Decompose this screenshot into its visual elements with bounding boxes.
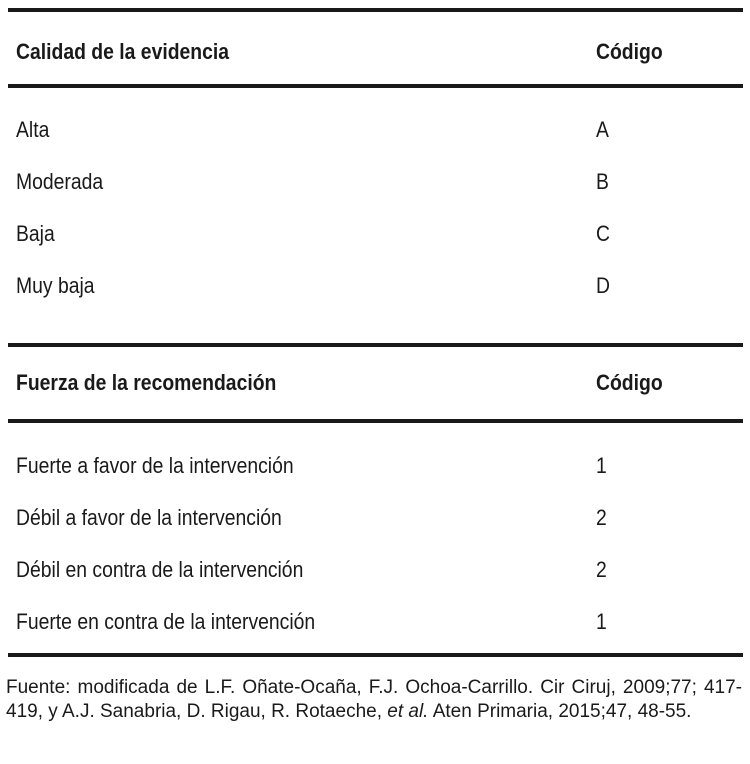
quality-row-code: D	[596, 273, 610, 298]
source-footnote	[6, 676, 742, 724]
quality-header-label: Calidad de la evidencia	[16, 39, 230, 64]
quality-row-code: A	[596, 117, 609, 142]
quality-row-label: Moderada	[16, 169, 104, 194]
recommendation-row-code: 1	[596, 453, 607, 478]
recommendation-row-label: Fuerte a favor de la intervención	[16, 453, 294, 478]
recommendation-row-code: 1	[596, 609, 607, 634]
table-bottom-rule	[8, 653, 743, 657]
quality-row-label: Muy baja	[16, 273, 95, 298]
quality-row-code: B	[596, 169, 609, 194]
footnote-text-start: Fuente: modificada de L.F. Oñate-Ocaña, F.J. Ochoa-Carrillo. Cir Ciruj, 2009;77; 417-419, y A.J. Sanabria, D. Rigau, R. Rotaeche,	[6, 677, 742, 722]
recommendation-header-code: Código	[596, 370, 663, 395]
quality-header-code: Código	[596, 39, 663, 64]
recommendation-row-code: 2	[596, 557, 607, 582]
quality-row-label: Alta	[16, 117, 50, 142]
quality-row-label: Baja	[16, 221, 55, 246]
recommendation-row-label: Fuerte en contra de la intervención	[16, 609, 316, 634]
quality-row-code: C	[596, 221, 610, 246]
recommendation-row-label: Débil en contra de la intervención	[16, 557, 304, 582]
recommendation-header-rule	[8, 419, 743, 423]
recommendation-header-label: Fuerza de la recomendación	[16, 370, 277, 395]
quality-header-rule	[8, 84, 743, 88]
recommendation-top-rule	[8, 343, 743, 347]
footnote-italic: et al.	[387, 701, 429, 722]
table-top-rule	[8, 8, 743, 12]
recommendation-row-label: Débil a favor de la intervención	[16, 505, 282, 530]
recommendation-row-code: 2	[596, 505, 607, 530]
footnote-text-end: Aten Primaria, 2015;47, 48-55.	[428, 701, 692, 722]
